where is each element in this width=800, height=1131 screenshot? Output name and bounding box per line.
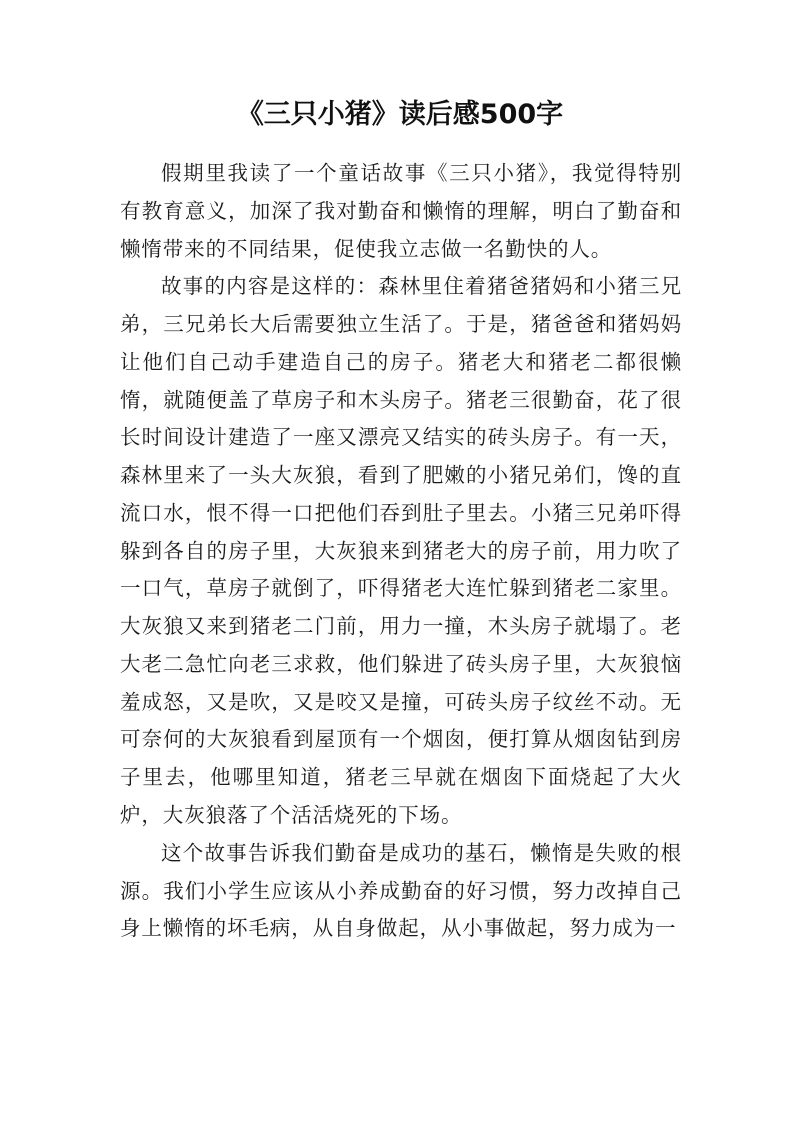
paragraph-story: 故事的内容是这样的：森林里住着猪爸猪妈和小猪三兄弟，三兄弟长大后需要独立生活了。于是，猪爸爸和猪妈妈让他们自己动手建造自己的房子。猪老大和猪老二都很懒惰，就随便盖了草房子和木头房子。猪老三很勤奋，花了很长时间设计建造了一座又漂亮又结实的砖头房子。有一天，森林里来了一头大灰狼，看到了肥嫩的小猪兄弟们，馋的直流口水，恨不得一口把他们吞到肚子里去。小猪三兄弟吓得躲到各自的房子里，大灰狼来到猪老大的房子前，用力吹了一口气，草房子就倒了，吓得猪老大连忙躲到猪老二家里。大灰狼又来到猪老二门前，用力一撞，木头房子就塌了。老大老二急忙向老三求救，他们躲进了砖头房子里，大灰狼恼羞成怒，又是吹，又是咬又是撞，可砖头房子纹丝不动。无可奈何的大灰狼看到屋顶有一个烟囱，便打算从烟囱钻到房子里去，他哪里知道，猪老三早就在烟囱下面烧起了大火炉，大灰狼落了个活活烧死的下场。 (120, 274, 682, 827)
document-body (120, 155, 682, 948)
paragraph-lesson: 这个故事告诉我们勤奋是成功的基石，懒惰是失败的根源。我们小学生应该从小养成勤奋的好习惯，努力改掉自己身上懒惰的坏毛病，从自身做起，从小事做起，努力成为一 (120, 840, 682, 941)
document-title: 《三只小猪》读后感500字 (236, 99, 564, 130)
paragraph-intro: 假期里我读了一个童话故事《三只小猪》，我觉得特别有教育意义，加深了我对勤奋和懒惰的理解，明白了勤奋和懒惰带来的不同结果，促使我立志做一名勤快的人。 (120, 161, 682, 261)
